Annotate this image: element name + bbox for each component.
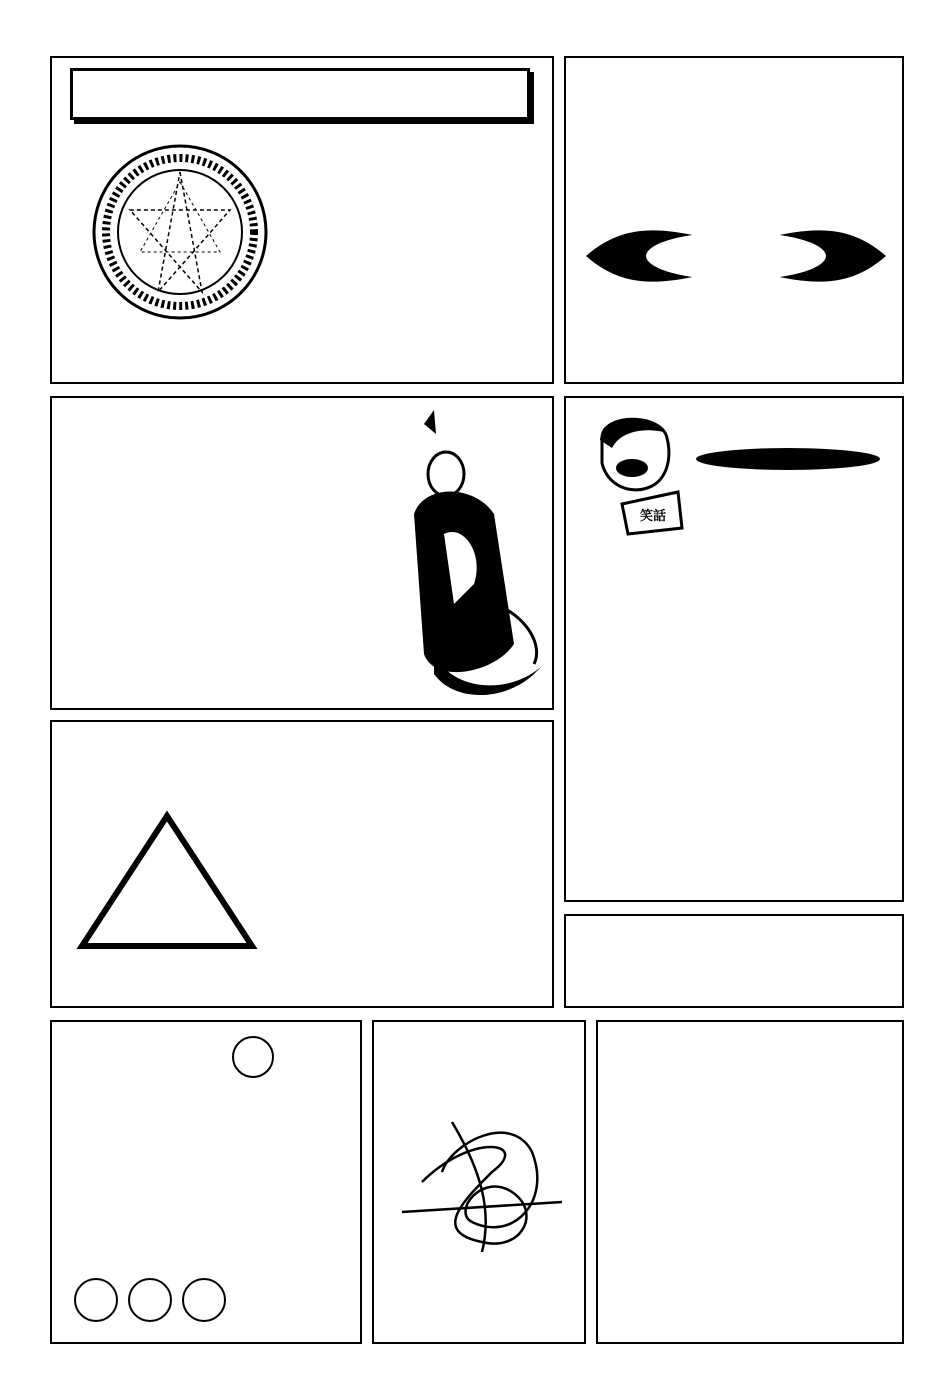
banner-ornament: [586, 216, 886, 296]
huang-panel: [50, 396, 554, 710]
guide-panel: [50, 56, 554, 384]
humor-title-bar: [696, 448, 880, 470]
bottom-border-strip: [0, 1351, 952, 1391]
humor-panel: [564, 396, 904, 902]
provide-ball: [74, 1278, 118, 1322]
notice-panel: [564, 914, 904, 1008]
special-panel: [50, 1020, 362, 1344]
masthead-title: [380, 6, 570, 40]
left-border-strip: [0, 40, 40, 1351]
shensuan-panel: [50, 720, 554, 1008]
xuanji-panel: [372, 1020, 586, 1344]
scribble-image: [392, 1112, 572, 1262]
svg-text:笑話: 笑話: [640, 509, 667, 524]
provide-ball: [128, 1278, 172, 1322]
prediction-panel: [564, 56, 904, 384]
zeng-panel: [596, 1020, 904, 1344]
provide-row: [64, 1278, 226, 1322]
cartoon-face-image: [582, 408, 692, 538]
guide-title: [70, 68, 530, 120]
right-border-strip: [912, 40, 952, 1351]
compass-diagram: [90, 142, 270, 322]
triangle-diagram: [72, 806, 262, 956]
immortal-figure-image: [394, 404, 554, 702]
special-number-ball: [232, 1036, 274, 1078]
provide-ball: [182, 1278, 226, 1322]
